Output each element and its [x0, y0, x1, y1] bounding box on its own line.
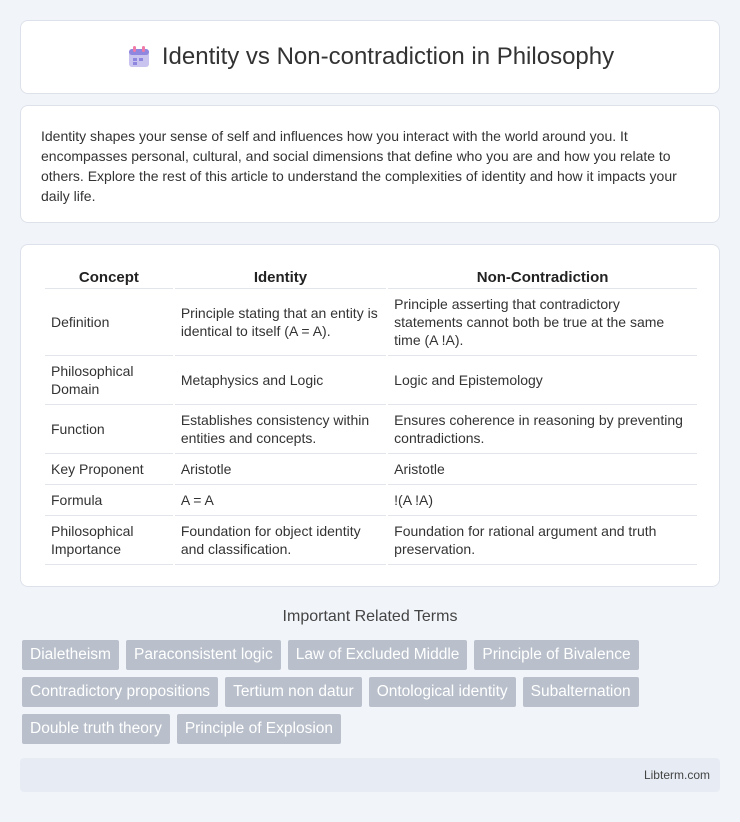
related-term-tag[interactable]: Law of Excluded Middle	[288, 640, 468, 670]
column-header-non-contradiction: Non-Contradiction	[388, 265, 697, 289]
intro-card	[20, 105, 720, 223]
related-term-tag[interactable]: Subalternation	[523, 677, 639, 707]
column-header-concept: Concept	[45, 265, 173, 289]
related-term-tag[interactable]: Ontological identity	[369, 677, 516, 707]
related-term-tag[interactable]: Principle of Bivalence	[474, 640, 638, 670]
table-cell: Formula	[45, 485, 173, 516]
table-cell: A = A	[175, 485, 386, 516]
related-term-tag[interactable]: Paraconsistent logic	[126, 640, 281, 670]
related-term-tag[interactable]: Principle of Explosion	[177, 714, 341, 744]
comparison-table-card	[20, 244, 720, 587]
footer	[20, 758, 720, 792]
table-cell: !(A !A)	[388, 485, 697, 516]
table-header-row	[45, 265, 697, 289]
table-cell: Definition	[45, 289, 173, 356]
table-row	[45, 289, 697, 356]
comparison-table	[43, 265, 699, 565]
table-cell: Metaphysics and Logic	[175, 356, 386, 405]
table-cell: Function	[45, 405, 173, 454]
table-row	[45, 485, 697, 516]
table-cell: Principle asserting that contradictory statements cannot both be true at the same time (A !A).	[388, 289, 697, 356]
table-cell: Aristotle	[388, 454, 697, 485]
related-term-tag[interactable]: Contradictory propositions	[22, 677, 218, 707]
table-cell: Ensures coherence in reasoning by preventing contradictions.	[388, 405, 697, 454]
column-header-identity: Identity	[175, 265, 386, 289]
header-card	[20, 20, 720, 94]
related-term-tag[interactable]: Dialetheism	[22, 640, 119, 670]
table-cell: Aristotle	[175, 454, 386, 485]
table-cell: Philosophical Domain	[45, 356, 173, 405]
table-row	[45, 454, 697, 485]
table-cell: Establishes consistency within entities and concepts.	[175, 405, 386, 454]
intro-text: Identity shapes your sense of self and influences how you interact with the world around you. It encompasses personal, cultural, and social dimensions that define who you are and how you relate to others. Explore the rest of this article to understand the complexities of identity and how it impacts your daily life.	[41, 128, 677, 204]
page-title: Identity vs Non-contradiction in Philosophy	[161, 43, 615, 70]
table-cell: Principle stating that an entity is identical to itself (A = A).	[175, 289, 386, 356]
related-terms-list	[22, 640, 722, 744]
table-cell: Logic and Epistemology	[388, 356, 697, 405]
table-row	[45, 356, 697, 405]
table-row	[45, 405, 697, 454]
footer-site-link[interactable]: Libterm.com	[643, 768, 710, 782]
table-cell: Foundation for object identity and classification.	[175, 516, 386, 565]
related-terms-heading: Important Related Terms	[282, 608, 458, 625]
table-row	[45, 516, 697, 565]
table-cell: Philosophical Importance	[45, 516, 173, 565]
related-term-tag[interactable]: Tertium non datur	[225, 677, 362, 707]
related-term-tag[interactable]: Double truth theory	[22, 714, 170, 744]
table-cell: Foundation for rational argument and truth preservation.	[388, 516, 697, 565]
calendar-icon	[126, 44, 152, 70]
table-cell: Key Proponent	[45, 454, 173, 485]
